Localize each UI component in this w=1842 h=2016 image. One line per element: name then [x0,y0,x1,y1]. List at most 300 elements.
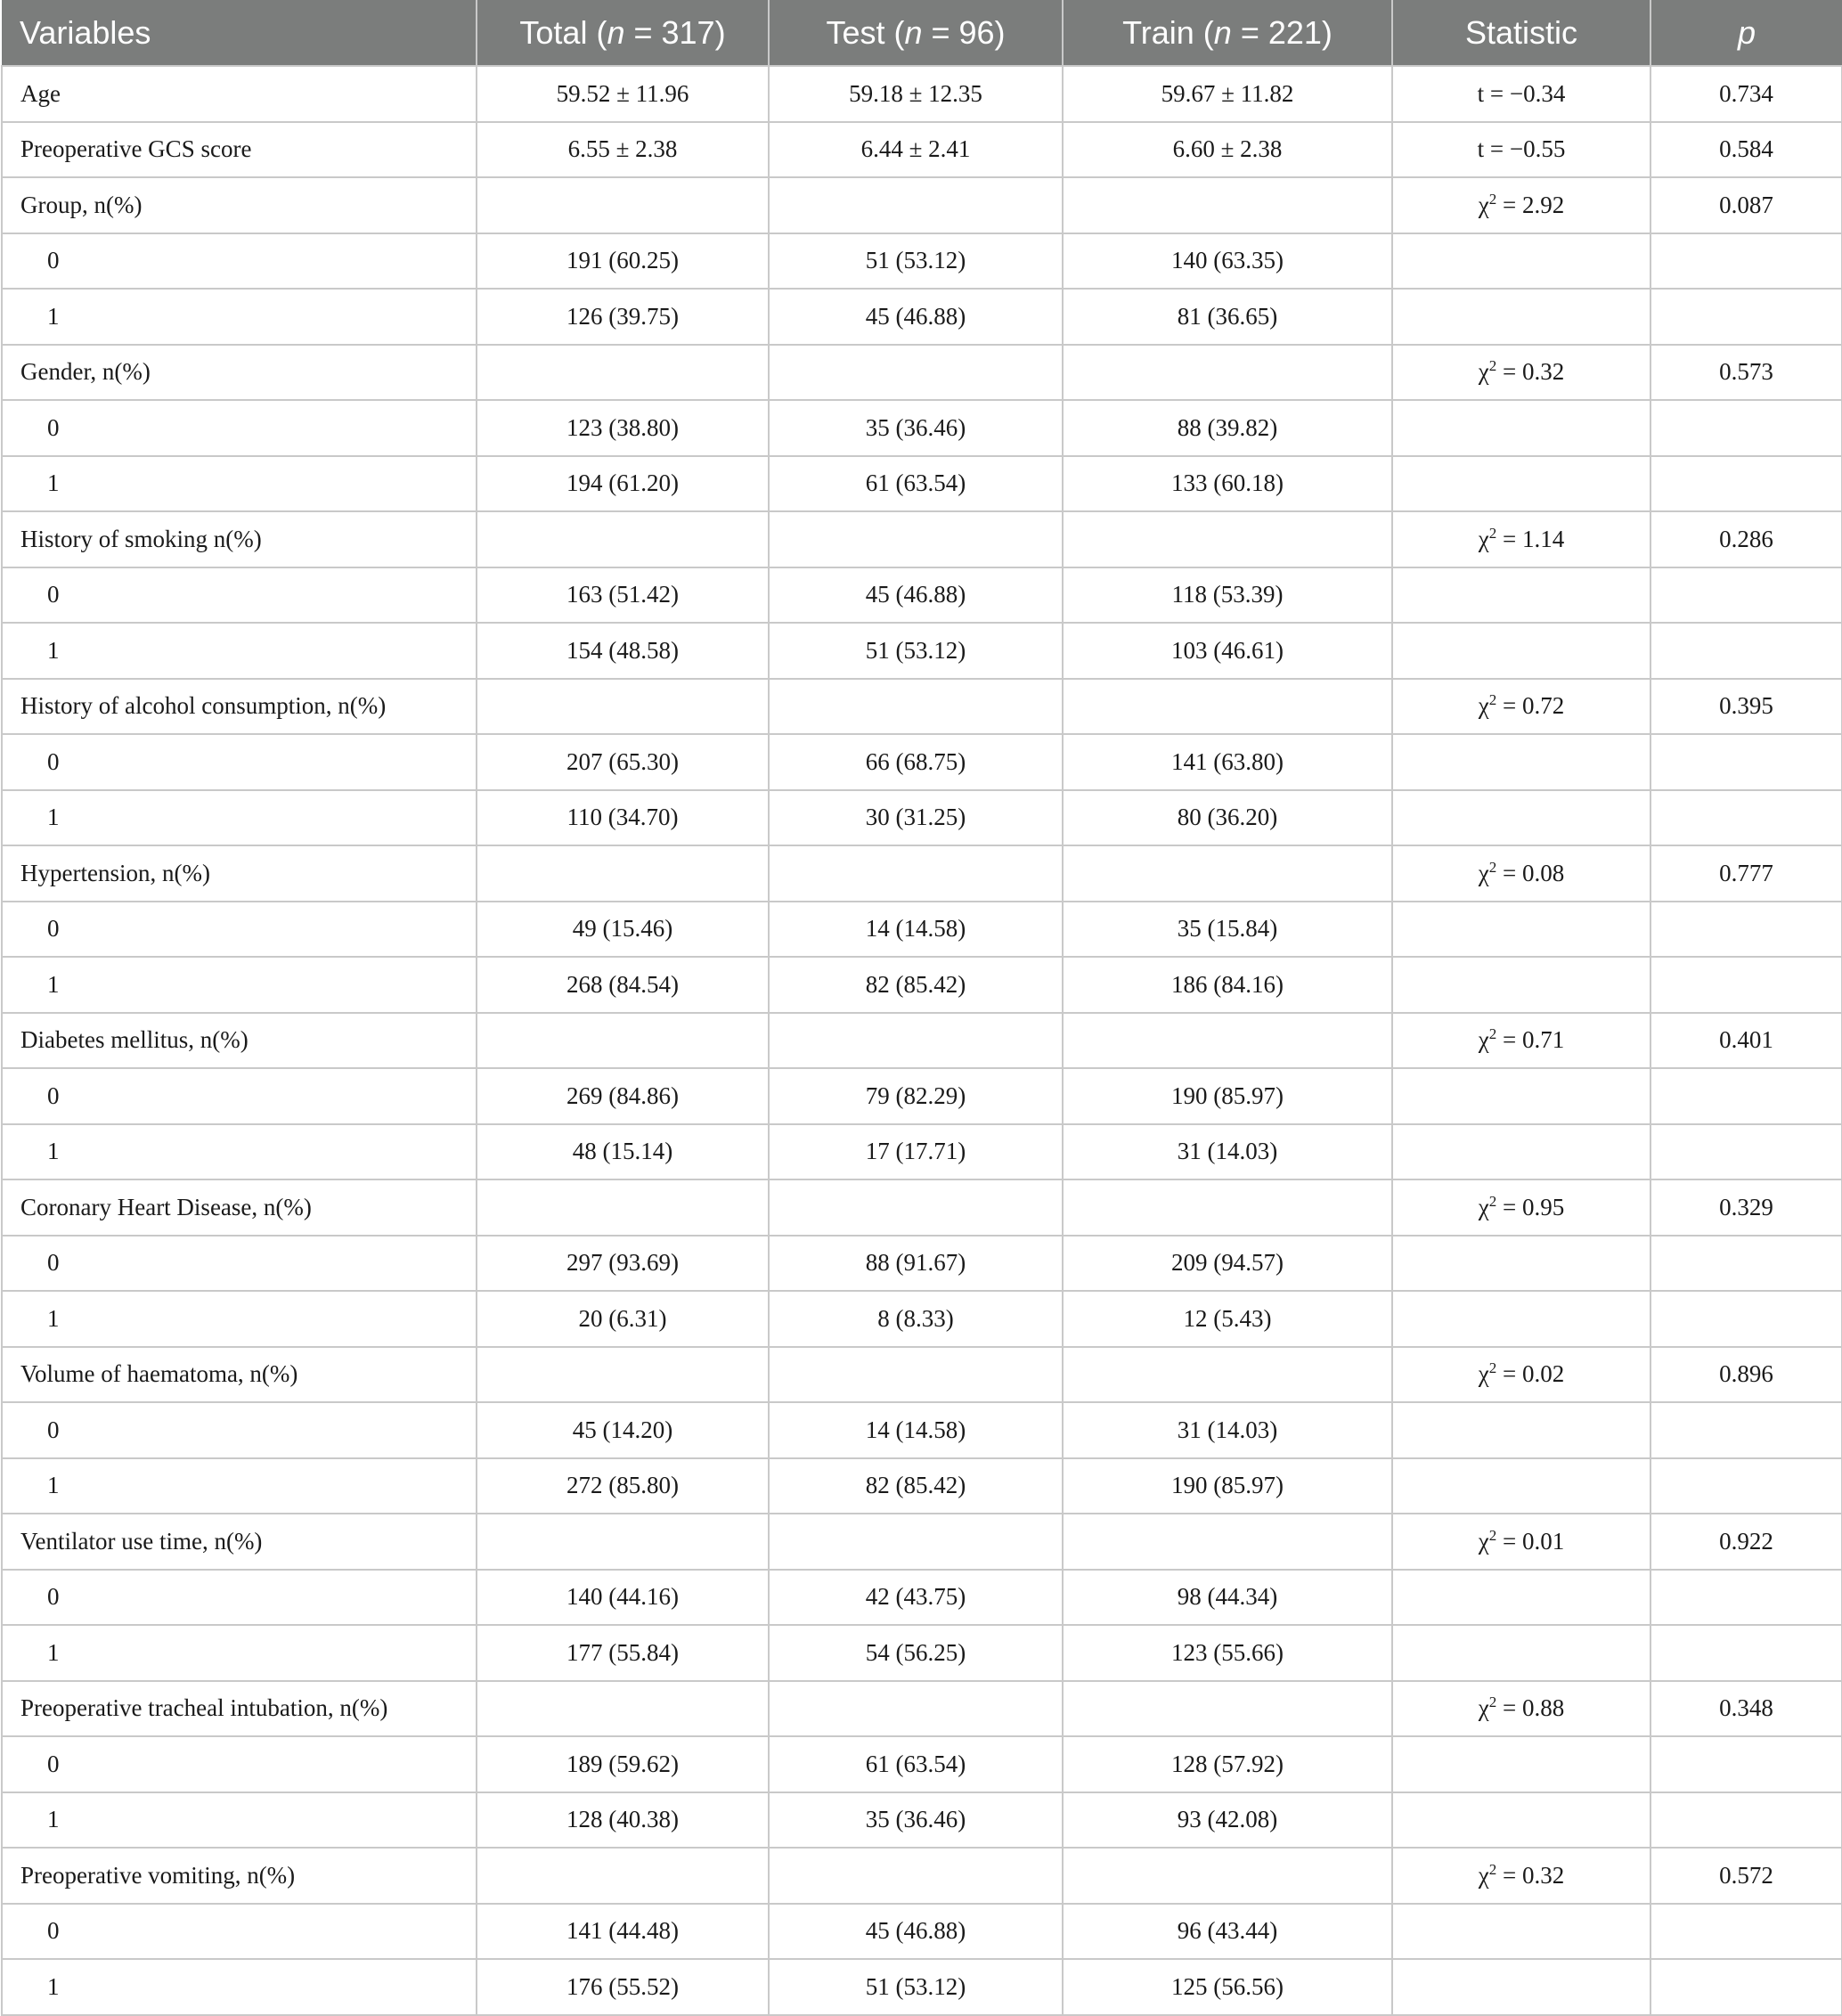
header-train-label: Train ( [1122,13,1214,51]
cell-train [1063,511,1392,567]
table-row [2,679,1842,735]
cell-test: 42 (43.75) [769,1570,1063,1626]
cell-statistic [1392,177,1650,233]
header-test-value: = 96) [922,13,1006,51]
cell-p-value [1650,1959,1842,2015]
cell-test: 51 (53.12) [769,1959,1063,2015]
cell-variable: 1 [2,456,477,512]
header-test-n: n [904,13,923,51]
cell-variable: 1 [2,289,477,345]
cell-p-value [1650,1570,1842,1626]
cell-statistic [1392,456,1650,512]
table-row [2,1570,1842,1626]
cell-variable: Coronary Heart Disease, n(%) [2,1179,477,1236]
cell-train [1063,177,1392,233]
cell-variable: Diabetes mellitus, n(%) [2,1013,477,1069]
cell-train: 140 (63.35) [1063,233,1392,290]
cell-statistic [1392,1736,1650,1792]
cell-statistic [1392,1570,1650,1626]
cell-statistic [1392,345,1650,401]
cell-train [1063,1514,1392,1570]
table-row [2,1179,1842,1236]
table-row [2,1736,1842,1792]
cell-total: 126 (39.75) [477,289,769,345]
cell-test [769,345,1063,401]
statistic-prefix: χ [1478,191,1489,218]
cell-total [477,679,769,735]
cell-test: 45 (46.88) [769,289,1063,345]
table-body [2,66,1842,2015]
cell-p-value: 0.922 [1650,1514,1842,1570]
cell-test: 51 (53.12) [769,623,1063,679]
table-row [2,790,1842,846]
table-row [2,456,1842,512]
cell-statistic [1392,845,1650,902]
header-total-value: = 317) [624,13,726,51]
cell-statistic [1392,902,1650,958]
cell-p-value [1650,1236,1842,1292]
table-row [2,177,1842,233]
cell-variable: Preoperative vomiting, n(%) [2,1848,477,1904]
cell-p-value: 0.286 [1650,511,1842,567]
cell-train: 12 (5.43) [1063,1291,1392,1347]
cell-train [1063,1179,1392,1236]
cell-variable: History of smoking n(%) [2,511,477,567]
table-row [2,66,1842,122]
cell-total [477,845,769,902]
cell-train [1063,1681,1392,1737]
cell-test: 54 (56.25) [769,1625,1063,1681]
cell-statistic [1392,1904,1650,1960]
cell-variable: 1 [2,1792,477,1849]
cell-total: 191 (60.25) [477,233,769,290]
cell-test: 51 (53.12) [769,233,1063,290]
cell-variable: 1 [2,623,477,679]
cell-variable: 0 [2,400,477,456]
cell-total [477,1179,769,1236]
cell-test: 30 (31.25) [769,790,1063,846]
header-variables: Variables [2,0,477,66]
cell-p-value: 0.734 [1650,66,1842,122]
cell-variable: 1 [2,1625,477,1681]
cell-statistic [1392,1514,1650,1570]
table-row [2,1458,1842,1514]
cell-p-value [1650,289,1842,345]
cell-p-value [1650,902,1842,958]
cell-statistic [1392,1458,1650,1514]
table-row [2,1068,1842,1124]
cell-statistic [1392,1236,1650,1292]
cell-statistic [1392,511,1650,567]
table-row [2,1959,1842,2015]
cell-variable: Ventilator use time, n(%) [2,1514,477,1570]
statistic-superscript: 2 [1488,524,1497,542]
cell-test [769,1681,1063,1737]
cell-p-value [1650,1068,1842,1124]
header-row [2,0,1842,66]
cell-p-value [1650,790,1842,846]
header-total-label: Total ( [519,13,607,51]
cell-statistic [1392,289,1650,345]
cell-statistic [1392,734,1650,790]
cell-train: 6.60 ± 2.38 [1063,122,1392,178]
table-row [2,1514,1842,1570]
cell-test [769,1179,1063,1236]
cell-train: 190 (85.97) [1063,1458,1392,1514]
cell-variable: 1 [2,1959,477,2015]
table-row [2,1681,1842,1737]
statistic-value: = 0.72 [1496,692,1565,720]
cell-total: 177 (55.84) [477,1625,769,1681]
cell-total [477,1347,769,1403]
cell-train: 35 (15.84) [1063,902,1392,958]
cell-train: 59.67 ± 11.82 [1063,66,1392,122]
cell-test: 82 (85.42) [769,957,1063,1013]
statistic-value: = 0.01 [1496,1527,1565,1555]
cell-statistic [1392,1792,1650,1849]
cell-p-value [1650,1291,1842,1347]
cell-total [477,1514,769,1570]
cell-train: 93 (42.08) [1063,1792,1392,1849]
cell-train [1063,679,1392,735]
table-row [2,122,1842,178]
cell-total: 59.52 ± 11.96 [477,66,769,122]
statistic-superscript: 2 [1488,1192,1497,1210]
cell-total: 176 (55.52) [477,1959,769,2015]
cell-p-value [1650,1625,1842,1681]
cell-test [769,511,1063,567]
cell-total [477,511,769,567]
cell-total [477,1848,769,1904]
statistic-prefix: χ [1478,1861,1489,1889]
cell-test: 35 (36.46) [769,1792,1063,1849]
cell-variable: 0 [2,1736,477,1792]
cell-variable: 1 [2,1458,477,1514]
cell-p-value: 0.329 [1650,1179,1842,1236]
cell-statistic [1392,400,1650,456]
cell-train: 133 (60.18) [1063,456,1392,512]
cell-p-value [1650,233,1842,290]
cell-statistic [1392,1347,1650,1403]
statistic-value: = 0.32 [1496,358,1565,386]
cell-train: 186 (84.16) [1063,957,1392,1013]
cell-variable: 1 [2,1124,477,1180]
table-row [2,567,1842,624]
cell-train [1063,845,1392,902]
table-row [2,511,1842,567]
cell-p-value: 0.584 [1650,122,1842,178]
cell-train: 118 (53.39) [1063,567,1392,624]
cell-train [1063,1347,1392,1403]
cell-statistic [1392,1625,1650,1681]
cell-variable: Hypertension, n(%) [2,845,477,902]
statistic-superscript: 2 [1488,1860,1497,1878]
statistic-superscript: 2 [1488,357,1497,375]
cell-variable: 0 [2,1570,477,1626]
cell-train [1063,1848,1392,1904]
cell-variable: Group, n(%) [2,177,477,233]
cell-variable: 1 [2,790,477,846]
statistic-value: = 1.14 [1496,525,1565,552]
cell-statistic [1392,623,1650,679]
table-row [2,1904,1842,1960]
cell-variable: 0 [2,1402,477,1458]
cell-p-value [1650,1736,1842,1792]
cell-test: 59.18 ± 12.35 [769,66,1063,122]
table-row [2,345,1842,401]
cell-statistic [1392,1681,1650,1737]
cell-total: 110 (34.70) [477,790,769,846]
cell-train: 81 (36.65) [1063,289,1392,345]
cell-variable: 0 [2,1236,477,1292]
cell-total: 154 (48.58) [477,623,769,679]
cell-p-value: 0.896 [1650,1347,1842,1403]
statistic-superscript: 2 [1488,1526,1497,1544]
cell-test: 79 (82.29) [769,1068,1063,1124]
cell-total [477,1013,769,1069]
cell-train: 98 (44.34) [1063,1570,1392,1626]
cell-statistic [1392,1291,1650,1347]
cell-train: 128 (57.92) [1063,1736,1392,1792]
statistic-prefix: χ [1478,859,1489,886]
header-test-label: Test ( [826,13,905,51]
header-p-label: p [1737,13,1756,51]
statistic-prefix: t = −0.55 [1477,135,1566,163]
statistic-superscript: 2 [1488,1359,1497,1377]
cell-variable: Gender, n(%) [2,345,477,401]
cell-total: 6.55 ± 2.38 [477,122,769,178]
cell-total [477,177,769,233]
cell-train: 80 (36.20) [1063,790,1392,846]
cell-variable: Preoperative tracheal intubation, n(%) [2,1681,477,1737]
cell-total: 20 (6.31) [477,1291,769,1347]
statistic-prefix: χ [1478,1694,1489,1722]
cell-test: 14 (14.58) [769,902,1063,958]
cell-test: 61 (63.54) [769,456,1063,512]
cell-statistic [1392,790,1650,846]
statistic-prefix: χ [1478,525,1489,552]
header-train-n: n [1213,13,1232,51]
cell-total: 272 (85.80) [477,1458,769,1514]
cell-p-value [1650,734,1842,790]
table-row [2,1236,1842,1292]
cell-test [769,1514,1063,1570]
cell-test: 14 (14.58) [769,1402,1063,1458]
cell-train: 141 (63.80) [1063,734,1392,790]
statistic-superscript: 2 [1488,858,1497,876]
cell-p-value [1650,1124,1842,1180]
cell-statistic [1392,1013,1650,1069]
cell-variable: 1 [2,957,477,1013]
statistic-value: = 0.88 [1496,1694,1565,1722]
cell-test: 82 (85.42) [769,1458,1063,1514]
table-row [2,957,1842,1013]
cell-total: 49 (15.46) [477,902,769,958]
cell-statistic [1392,567,1650,624]
table-row [2,233,1842,290]
cell-total: 163 (51.42) [477,567,769,624]
cell-total: 123 (38.80) [477,400,769,456]
cell-test: 35 (36.46) [769,400,1063,456]
header-total [477,0,769,66]
cell-statistic [1392,1959,1650,2015]
cell-train: 103 (46.61) [1063,623,1392,679]
statistic-value: = 0.95 [1496,1193,1565,1220]
cell-test: 45 (46.88) [769,567,1063,624]
header-test [769,0,1063,66]
cell-test [769,1013,1063,1069]
cell-statistic [1392,66,1650,122]
cell-p-value [1650,400,1842,456]
statistic-prefix: χ [1478,358,1489,386]
cell-test: 88 (91.67) [769,1236,1063,1292]
cell-variable: 0 [2,1904,477,1960]
statistic-prefix: χ [1478,1026,1489,1054]
statistic-superscript: 2 [1488,691,1497,709]
cell-total: 189 (59.62) [477,1736,769,1792]
cell-total [477,345,769,401]
cell-total: 48 (15.14) [477,1124,769,1180]
cell-train [1063,345,1392,401]
cell-test: 61 (63.54) [769,1736,1063,1792]
cell-statistic [1392,679,1650,735]
cell-p-value [1650,456,1842,512]
cell-test: 45 (46.88) [769,1904,1063,1960]
table-row [2,734,1842,790]
table-row [2,1848,1842,1904]
cell-p-value [1650,567,1842,624]
header-train-value: = 221) [1231,13,1333,51]
cell-train: 88 (39.82) [1063,400,1392,456]
cell-variable: Age [2,66,477,122]
statistic-prefix: χ [1478,1193,1489,1220]
table-row [2,1792,1842,1849]
statistic-prefix: t = −0.34 [1477,79,1566,107]
cell-total [477,1681,769,1737]
table-header [2,0,1842,66]
table-row [2,289,1842,345]
cell-test [769,1848,1063,1904]
cell-total: 207 (65.30) [477,734,769,790]
cell-test: 66 (68.75) [769,734,1063,790]
header-p [1650,0,1842,66]
cell-total: 268 (84.54) [477,957,769,1013]
cell-total: 269 (84.86) [477,1068,769,1124]
cell-p-value: 0.087 [1650,177,1842,233]
statistic-prefix: χ [1478,1527,1489,1555]
cell-total: 297 (93.69) [477,1236,769,1292]
statistic-value: = 0.32 [1496,1861,1565,1889]
header-total-n: n [607,13,625,51]
cell-train: 96 (43.44) [1063,1904,1392,1960]
table-row [2,1347,1842,1403]
cell-train: 209 (94.57) [1063,1236,1392,1292]
cell-statistic [1392,1848,1650,1904]
table-row [2,1291,1842,1347]
cell-statistic [1392,1068,1650,1124]
cell-variable: 0 [2,734,477,790]
cell-p-value [1650,957,1842,1013]
header-statistic: Statistic [1392,0,1650,66]
cell-train: 190 (85.97) [1063,1068,1392,1124]
cell-statistic [1392,122,1650,178]
cell-test: 8 (8.33) [769,1291,1063,1347]
header-train [1063,0,1392,66]
table-row [2,1625,1842,1681]
cell-total: 128 (40.38) [477,1792,769,1849]
cell-p-value: 0.572 [1650,1848,1842,1904]
statistic-value: = 0.71 [1496,1026,1565,1054]
table-row [2,1013,1842,1069]
cell-test [769,1347,1063,1403]
table-row [2,845,1842,902]
cell-train: 31 (14.03) [1063,1402,1392,1458]
cell-total: 194 (61.20) [477,456,769,512]
cell-statistic [1392,957,1650,1013]
cell-p-value: 0.348 [1650,1681,1842,1737]
cell-variable: Preoperative GCS score [2,122,477,178]
table-row [2,623,1842,679]
cell-test [769,679,1063,735]
statistic-value: = 0.02 [1496,1360,1565,1388]
cell-variable: 0 [2,567,477,624]
statistic-value: = 2.92 [1496,191,1565,218]
table-row [2,902,1842,958]
statistic-superscript: 2 [1488,1694,1497,1711]
cell-total: 45 (14.20) [477,1402,769,1458]
statistic-superscript: 2 [1488,190,1497,208]
cell-p-value [1650,623,1842,679]
cell-test [769,177,1063,233]
cell-p-value: 0.573 [1650,345,1842,401]
cell-test [769,845,1063,902]
cell-statistic [1392,233,1650,290]
cell-train: 123 (55.66) [1063,1625,1392,1681]
cell-train [1063,1013,1392,1069]
cell-p-value [1650,1458,1842,1514]
cell-statistic [1392,1124,1650,1180]
cell-p-value: 0.395 [1650,679,1842,735]
cell-variable: 0 [2,233,477,290]
cell-variable: Volume of haematoma, n(%) [2,1347,477,1403]
cell-test: 6.44 ± 2.41 [769,122,1063,178]
baseline-characteristics-table [1,0,1842,2016]
cell-variable: History of alcohol consumption, n(%) [2,679,477,735]
cell-train: 125 (56.56) [1063,1959,1392,2015]
cell-statistic [1392,1179,1650,1236]
table-row [2,1402,1842,1458]
cell-p-value: 0.401 [1650,1013,1842,1069]
cell-statistic [1392,1402,1650,1458]
cell-p-value: 0.777 [1650,845,1842,902]
cell-p-value [1650,1792,1842,1849]
cell-total: 141 (44.48) [477,1904,769,1960]
cell-test: 17 (17.71) [769,1124,1063,1180]
cell-variable: 0 [2,902,477,958]
statistic-superscript: 2 [1488,1025,1497,1043]
cell-variable: 0 [2,1068,477,1124]
cell-variable: 1 [2,1291,477,1347]
cell-p-value [1650,1904,1842,1960]
cell-p-value [1650,1402,1842,1458]
statistic-prefix: χ [1478,1360,1489,1388]
table-row [2,1124,1842,1180]
cell-total: 140 (44.16) [477,1570,769,1626]
table-row [2,400,1842,456]
statistic-prefix: χ [1478,692,1489,720]
cell-train: 31 (14.03) [1063,1124,1392,1180]
statistic-value: = 0.08 [1496,859,1565,886]
